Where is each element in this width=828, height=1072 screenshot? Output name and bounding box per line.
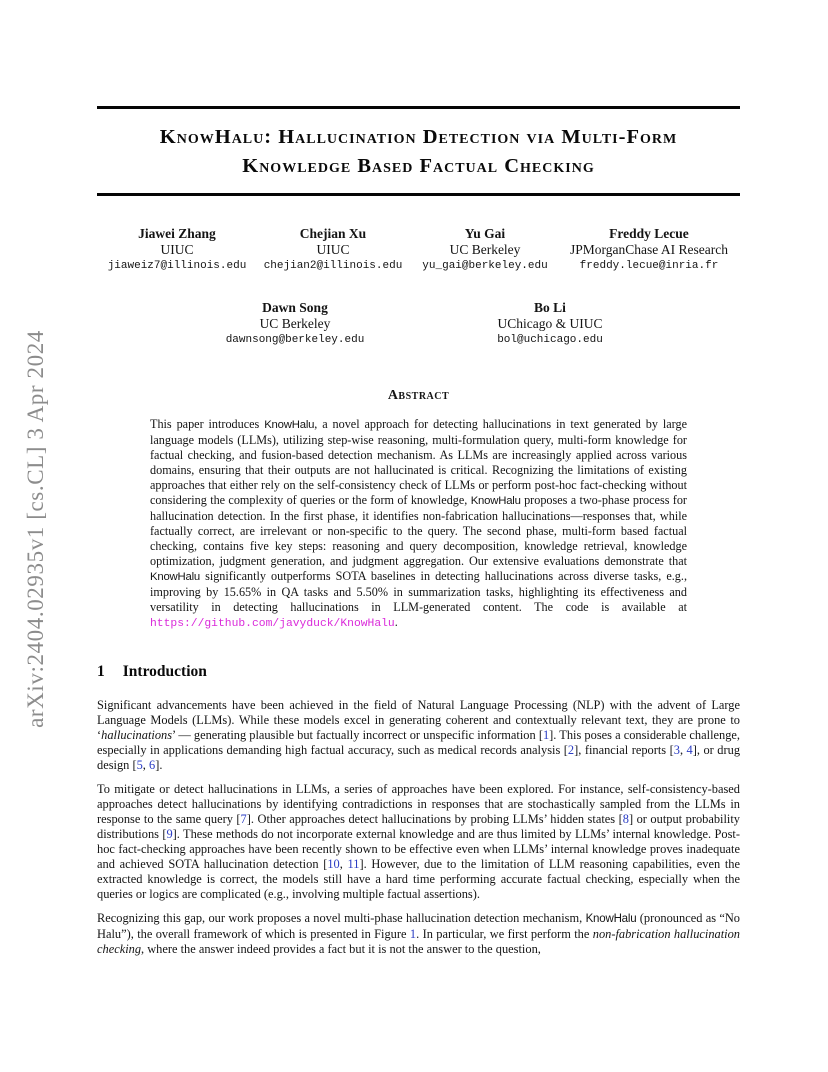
author-name: Freddy Lecue xyxy=(609,226,689,241)
brand-text: KnowHalu xyxy=(264,419,315,431)
author-name: Chejian Xu xyxy=(299,226,367,241)
paper-content xyxy=(97,0,740,957)
author-block xyxy=(108,226,247,274)
author-block xyxy=(226,300,365,348)
citation-link[interactable]: 2 xyxy=(567,743,575,757)
arxiv-sideline-label: arXiv:2404.02935v1 [cs.CL] 3 Apr 2024 xyxy=(23,330,48,728)
author-block xyxy=(497,300,603,348)
author-name: Bo Li xyxy=(534,300,566,315)
author-affiliation: UChicago & UIUC xyxy=(497,316,603,331)
abstract-heading: Abstract xyxy=(387,388,450,403)
authors-row-1 xyxy=(97,226,740,278)
emphasis-text: hallucinations xyxy=(101,728,173,742)
author-affiliation: UIUC xyxy=(316,242,350,257)
emphasis-text: non-fabrication hallucination checking xyxy=(97,927,740,956)
citation-link[interactable]: 7 xyxy=(240,812,247,826)
author-email: yu_gai@berkeley.edu xyxy=(422,260,548,272)
author-block xyxy=(570,226,728,274)
section-title: Introduction xyxy=(122,663,207,680)
author-block xyxy=(264,226,403,274)
url-link[interactable]: https://github.com/javyduck/KnowHalu xyxy=(150,618,395,630)
intro-paragraph-3: Recognizing this gap, our work proposes a novel multi-phase hallucination detection mechanism, KnowHalu (pronounced as “No Halu”), the overall framework of which is presented in Figure 1. In particular, we first perform the non-fabrication hallucination checking, where the answer indeed provides a fact but it is not the answer to the question, xyxy=(97,911,740,956)
section-heading-introduction xyxy=(97,663,740,681)
citation-link[interactable]: 5 xyxy=(136,758,143,772)
intro-paragraph-2: To mitigate or detect hallucinations in LLMs, a series of approaches have been explored. For instance, self-consistency-based approaches detect hallucinations by identifying contradictions in responses that are stochastically sampled from the LLMs in response to the same query [7]. Other approaches detect hallucinations by probing LLMs’ hidden states [8] or output probability distributions [9]. These methods do not incorporate external knowledge and are thus limited by LLMs’ internal knowledge. Post-hoc fact-checking approaches have been recently shown to be effective even when LLMs’ internal knowledge proves inadequate and achieved SOTA hallucination detection [10, 11]. However, due to the limitation of LLM reasoning capabilities, even the extracted knowledge is correct, the models still have a hard time performing accurate factual checking, especially when the queries or logics are complicated (e.g., involving multiple factual assertions). xyxy=(97,782,741,901)
title-line-2: Knowledge Based Factual Checking xyxy=(242,155,595,177)
citation-link[interactable]: 3 xyxy=(673,743,680,757)
page-title xyxy=(97,123,740,181)
citation-link[interactable]: 8 xyxy=(622,812,629,826)
citation-link[interactable]: 6 xyxy=(148,758,156,772)
author-email: jiaweiz7@illinois.edu xyxy=(107,260,247,272)
author-name: Jiawei Zhang xyxy=(138,226,216,241)
author-affiliation: JPMorganChase AI Research xyxy=(570,242,728,257)
section-number: 1 xyxy=(97,663,105,680)
title-rule-top xyxy=(97,106,740,109)
author-name: Dawn Song xyxy=(262,300,328,315)
author-affiliation: UIUC xyxy=(160,242,194,257)
brand-text: KnowHalu xyxy=(470,495,521,507)
author-email: freddy.lecue@inria.fr xyxy=(579,260,719,272)
authors-row-2 xyxy=(97,300,740,352)
citation-link[interactable]: 1 xyxy=(542,728,550,742)
brand-text: KnowHalu xyxy=(585,913,637,925)
author-email: chejian2@illinois.edu xyxy=(263,260,403,272)
abstract-text: This paper introduces KnowHalu, a novel approach for detecting hallucinations in text generated by large language models (LLMs), utilizing step-wise reasoning, multi-formulation query, multi-form knowledge for factual checking, and fusion-based detection mechanism. As LLMs are increasingly applied across various domains, ensuring that their outputs are not hallucinated is critical. Recognizing the limitations of existing approaches that either rely on the self-consistency check of LLMs or perform post-hoc fact-checking without considering the complexity of queries or the form of knowledge, KnowHalu proposes a two-phase process for hallucination detection. In the first phase, it identifies non-fabrication hallucinations—responses that, while factually correct, are irrelevant or non-specific to the query. The second phase, multi-form based factual checking, contains five key steps: reasoning and query decomposition, knowledge retrieval, knowledge optimization, judgment generation, and judgment aggregation. Our extensive evaluations demonstrate that KnowHalu significantly outperforms SOTA baselines in detecting hallucinations across diverse tasks, e.g., improving by 15.65% in QA tasks and 5.50% in summarization tasks, highlighting its effectiveness and versatility in detecting hallucinations in LLM-generated content. The code is available at https://github.com/javyduck/KnowHalu. xyxy=(150,417,688,630)
author-affiliation: UC Berkeley xyxy=(259,316,331,331)
citation-link[interactable]: 9 xyxy=(166,827,173,841)
author-email: bol@uchicago.edu xyxy=(497,334,603,346)
brand-text: KnowHalu xyxy=(150,571,201,583)
intro-paragraph-1: Significant advancements have been achieved in the field of Natural Language Processing (NLP) with the advent of Large Language Models (LLMs). While these models excel in generating coherent and contextually relevant text, they are prone to ‘hallucinations’ — generating plausible but factually incorrect or unspecific information [1]. This poses a considerable challenge, especially in applications demanding high factual accuracy, such as medical records analysis [2], financial reports [3, 4], or drug design [5, 6]. xyxy=(97,698,741,772)
author-email: dawnsong@berkeley.edu xyxy=(225,334,365,346)
author-name: Yu Gai xyxy=(464,226,506,241)
title-rule-bottom xyxy=(97,193,740,196)
citation-link[interactable]: 11 xyxy=(347,857,360,871)
author-affiliation: UC Berkeley xyxy=(449,242,521,257)
citation-link[interactable]: 10 xyxy=(327,857,340,871)
figure-ref-link[interactable]: 1 xyxy=(409,927,417,941)
author-block xyxy=(422,226,547,274)
title-line-1: KnowHalu: Hallucination Detection via Multi-Form xyxy=(159,126,678,148)
citation-link[interactable]: 4 xyxy=(686,743,693,757)
